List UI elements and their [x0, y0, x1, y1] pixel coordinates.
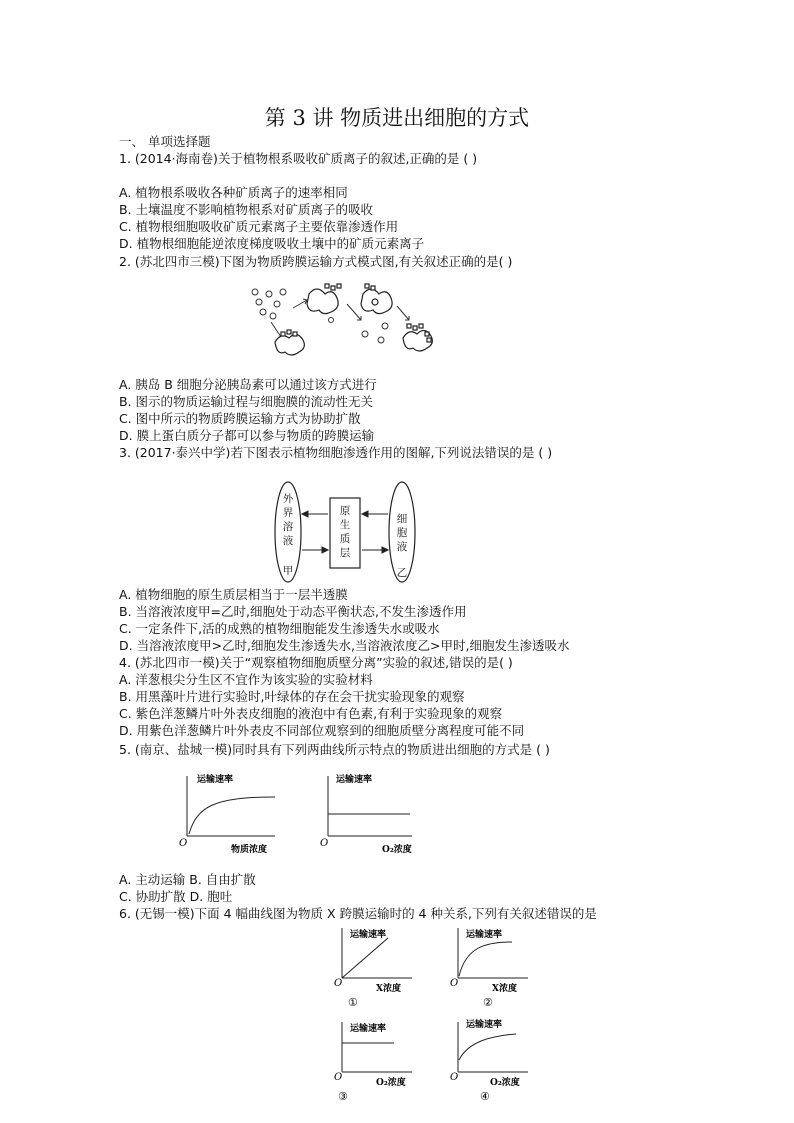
outer-solution-char-1: 外	[282, 493, 294, 505]
question-1-option-b: B. 土壤温度不影响植物根系对矿质离子的吸收	[119, 202, 374, 217]
q5-graph-2-origin: O	[320, 838, 329, 849]
protoplast-layer-char-1: 原	[339, 505, 351, 517]
question-4-option-b: B. 用黑藻叶片进行实验时,叶绿体的存在会干扰实验现象的观察	[119, 689, 465, 704]
question-5-option-row-2: C. 协助扩散 D. 胞吐	[119, 889, 233, 904]
q6-graph-3-origin: O	[334, 1072, 343, 1083]
protoplast-layer-char-2: 生	[339, 519, 351, 531]
q6-graph-4-number: ④	[480, 1090, 490, 1103]
q6-graph-1-xlabel: X浓度	[376, 984, 401, 994]
q6-graph-2-ylabel: 运输速率	[466, 930, 503, 940]
q6-graph-4-xlabel: O₂浓度	[490, 1078, 520, 1088]
q6-graph-4	[446, 1018, 536, 1108]
q6-graph-1	[332, 924, 422, 1014]
question-5-stem: 5. (南京、盐城一模)同时具有下列两曲线所示特点的物质进出细胞的方式是 ( )	[119, 742, 550, 757]
outer-solution-char-2: 界	[282, 507, 294, 519]
question-4-option-c: C. 紫色洋葱鳞片叶外表皮细胞的液泡中有色素,有利于实验现象的观察	[119, 706, 503, 721]
q6-graph-2-origin: O	[450, 978, 459, 989]
q5-graph-2-ylabel: 运输速率	[336, 775, 373, 785]
q5-graph-2-xlabel: O₂浓度	[382, 845, 412, 855]
q6-graph-3-number: ③	[338, 1090, 348, 1103]
question-2-option-b: B. 图示的物质运输过程与细胞膜的流动性无关	[119, 394, 374, 409]
q6-graph-2-number: ②	[483, 996, 493, 1009]
question-3-option-d: D. 当溶液浓度甲>乙时,细胞发生渗透失水,当溶液浓度乙>甲时,细胞发生渗透吸水	[119, 638, 570, 653]
q6-graph-4-curve	[459, 1034, 516, 1060]
cell-sap-char-2: 胞	[396, 527, 408, 539]
question-4-stem: 4. (苏北四市一模)关于“观察植物细胞质壁分离”实验的叙述,错误的是( )	[119, 655, 513, 670]
cell-sap-char-1: 细	[396, 513, 408, 525]
q6-graph-2	[446, 924, 536, 1014]
q6-graph-3-xlabel: O₂浓度	[376, 1078, 406, 1088]
q6-graph-3-ylabel: 运输速率	[350, 1024, 387, 1034]
question-4-option-a: A. 洋葱根尖分生区不宜作为该实验的实验材料	[119, 672, 373, 687]
osmosis-diagram	[272, 478, 422, 588]
q5-graph-1	[175, 770, 285, 858]
q6-graph-4-origin: O	[450, 1072, 459, 1083]
question-2-option-d: D. 膜上蛋白质分子都可以参与物质的跨膜运输	[119, 428, 375, 443]
question-3-stem: 3. (2017·泰兴中学)若下图表示植物细胞渗透作用的图解,下列说法错误的是 ( )	[119, 445, 553, 460]
q5-graph-1-xlabel: 物质浓度	[231, 845, 268, 855]
q6-graph-3	[332, 1018, 422, 1108]
q6-graph-1-ylabel: 运输速率	[350, 930, 387, 940]
question-6-stem: 6. (无锡一模)下面 4 幅曲线图为物质 X 跨膜运输时的 4 种关系,下列有关叙述错误的是	[119, 906, 597, 921]
cell-sap-char-4: 乙	[396, 567, 408, 579]
q6-graph-2-xlabel: X浓度	[492, 984, 517, 994]
page-title: 第 3 讲 物质进出细胞的方式	[264, 106, 530, 130]
section-heading: 一、 单项选择题	[119, 134, 211, 149]
question-2-stem: 2. (苏北四市三模)下图为物质跨膜运输方式模式图,有关叙述正确的是( )	[119, 254, 513, 269]
outer-solution-char-5: 甲	[282, 565, 294, 577]
question-1-option-a: A. 植物根系吸收各种矿质离子的速率相同	[119, 185, 348, 200]
question-3-option-b: B. 当溶液浓度甲=乙时,细胞处于动态平衡状态,不发生渗透作用	[119, 604, 467, 619]
outer-solution-char-3: 溶	[282, 521, 294, 533]
q6-graph-1-line	[342, 938, 388, 978]
membrane-transport-figure	[245, 280, 455, 360]
question-3-option-a: A. 植物细胞的原生质层相当于一层半透膜	[119, 587, 348, 602]
q5-graph-2	[320, 770, 430, 858]
question-5-option-row-1: A. 主动运输 B. 自由扩散	[119, 872, 256, 887]
question-2-option-a: A. 胰岛 B 细胞分泌胰岛素可以通过该方式进行	[119, 377, 377, 392]
protoplast-layer-char-4: 层	[339, 547, 351, 559]
question-3-option-c: C. 一定条件下,活的成熟的植物细胞能发生渗透失水或吸水	[119, 621, 440, 636]
protoplast-layer-char-3: 质	[339, 533, 351, 545]
question-1-stem: 1. (2014·海南卷)关于植物根系吸收矿质离子的叙述,正确的是 ( )	[119, 151, 478, 166]
q6-graph-4-ylabel: 运输速率	[466, 1020, 503, 1030]
question-2-option-c: C. 图中所示的物质跨膜运输方式为协助扩散	[119, 411, 361, 426]
question-1-option-d: D. 植物根细胞能逆浓度梯度吸收土壤中的矿质元素离子	[119, 236, 425, 251]
q6-graph-1-origin: O	[334, 978, 343, 989]
cell-sap-char-3: 液	[396, 541, 408, 553]
q5-graph-1-curve	[189, 797, 275, 834]
question-4-option-d: D. 用紫色洋葱鳞片叶外表皮不同部位观察到的细胞质壁分离程度可能不同	[119, 723, 525, 738]
q6-graph-1-number: ①	[348, 996, 358, 1009]
q6-graph-2-curve	[459, 942, 512, 976]
q5-graph-1-ylabel: 运输速率	[197, 775, 234, 785]
q5-graph-1-origin: O	[179, 838, 188, 849]
question-1-option-c: C. 植物根细胞吸收矿质元素离子主要依靠渗透作用	[119, 219, 399, 234]
outer-solution-char-4: 液	[282, 535, 294, 547]
